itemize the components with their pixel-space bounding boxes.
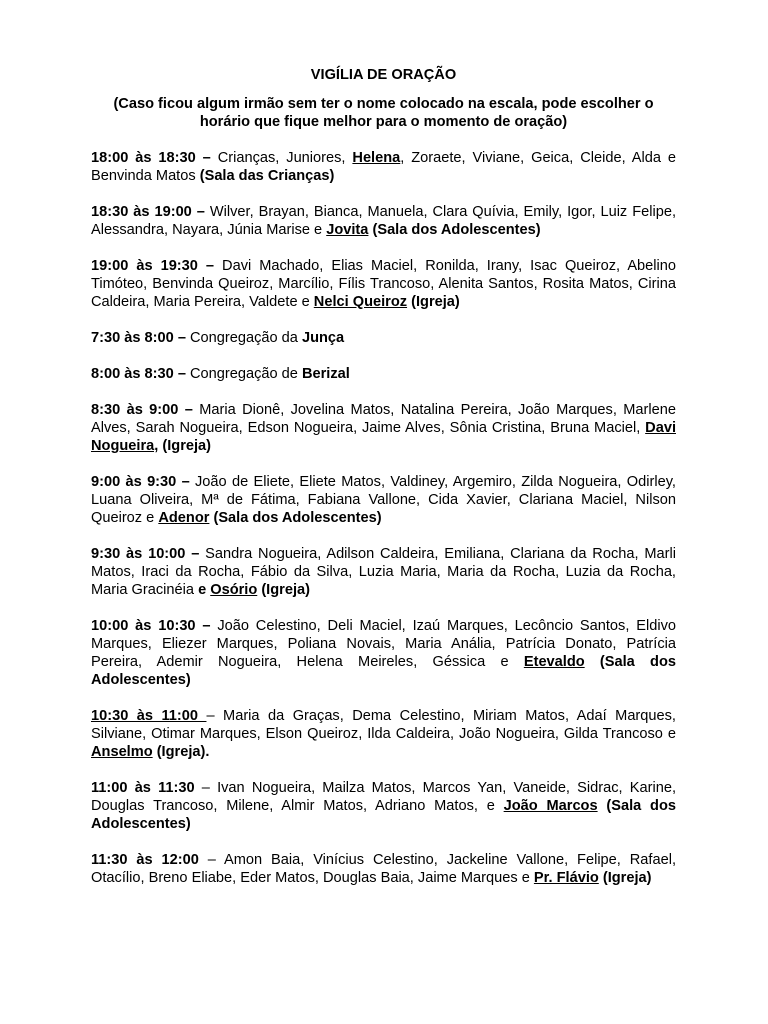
- location: (Sala dos Adolescentes): [209, 510, 382, 526]
- leader-name: Helena: [352, 150, 401, 166]
- participants: Crianças, Juniores,: [210, 150, 353, 166]
- schedule-entry: [91, 149, 676, 185]
- location: (Igreja): [407, 294, 460, 310]
- schedule-entry: [91, 257, 676, 311]
- schedule-entry: [91, 401, 676, 455]
- time-slot: 8:30 às 9:00 –: [91, 402, 193, 418]
- document-title: VIGÍLIA DE ORAÇÃO: [310, 67, 457, 83]
- leader-name: João Marcos: [503, 798, 598, 814]
- time-slot: 9:30 às 10:00 –: [91, 546, 200, 562]
- participants: João Celestino, Deli Maciel, Izaú Marques, Lecôncio Santos, Eldivo Marques, Eliezer Marques, Poliana Novais, Maria Anália, Patrícia Donato, Patrícia Pereira, Ademir Nogueira, Helena Meireles, Géssica e: [91, 618, 676, 670]
- location: (Igreja): [158, 438, 212, 454]
- document-page: [91, 66, 676, 905]
- time-slot: 19:00 às 19:30 –: [91, 258, 215, 274]
- participants: Wilver, Brayan, Bianca, Manuela, Clara Quívia, Emily, Igor, Luiz Felipe, Alessandra, Nayara, Júnia Marise e: [91, 204, 676, 238]
- congregation-text: Congregação da: [185, 330, 302, 346]
- schedule-entry: [91, 545, 676, 599]
- schedule-entry: [91, 365, 676, 383]
- schedule-entry: [91, 779, 676, 833]
- participants: – Maria da Graças, Dema Celestino, Miriam Matos, Adaí Marques, Silviane, Otimar Marques, Elson Queiroz, Ilda Caldeira, João Nogueira, Gilda Trancoso e: [91, 708, 676, 742]
- time-slot: 10:00 às 10:30 –: [91, 618, 211, 634]
- time-slot: 7:30 às 8:00 –: [91, 330, 186, 346]
- participants: João de Eliete, Eliete Matos, Valdiney, Argemiro, Zilda Nogueira, Odirley, Luana Oliveira, Mª de Fátima, Fabiana Vallone, Cida Xavier, Clariana Maciel, Nilson Queiroz e: [91, 474, 676, 526]
- time-slot: 18:30 às 19:00 –: [91, 204, 205, 220]
- location: (Igreja): [598, 870, 652, 886]
- participants-continued: , Zoraete, Viviane, Geica, Cleide, Alda e Benvinda Matos: [91, 150, 676, 184]
- congregation-name: Berizal: [301, 366, 350, 382]
- time-slot: 11:00 às 11:30: [91, 780, 195, 796]
- document-subtitle: (Caso ficou algum irmão sem ter o nome colocado na escala, pode escolher o horário que fique melhor para o momento de oração): [113, 96, 654, 130]
- schedule-entry: [91, 473, 676, 527]
- schedule-entry: [91, 203, 676, 239]
- schedule-entry: [91, 617, 676, 689]
- schedule-entry: [91, 851, 676, 887]
- leader-name: Etevaldo: [523, 654, 585, 670]
- participants: – Ivan Nogueira, Mailza Matos, Marcos Yan, Vaneide, Sidrac, Karine, Douglas Trancoso, Milene, Almir Matos, Adriano Matos, e: [91, 780, 676, 814]
- leader-name: Nelci Queiroz: [313, 294, 408, 310]
- participants: Davi Machado, Elias Maciel, Ronilda, Irany, Isac Queiroz, Abelino Timóteo, Benvinda Queiroz, Marcílio, Fílis Trancoso, Alenita Santos, Rosita Matos, Cirina Caldeira, Maria Pereira, Valdete e: [91, 258, 676, 310]
- location: (Igreja).: [152, 744, 210, 760]
- time-slot: 11:30 às 12:00: [91, 852, 199, 868]
- leader-name: Jovita: [326, 222, 369, 238]
- congregation-name: Junça: [301, 330, 345, 346]
- location: (Sala das Crianças): [199, 168, 335, 184]
- congregation-text: Congregação de: [185, 366, 302, 382]
- leader-name: Osório: [210, 582, 258, 598]
- leader-name: Davi Nogueira,: [91, 420, 676, 454]
- time-slot: 9:00 às 9:30 –: [91, 474, 190, 490]
- schedule-entry: [91, 707, 676, 761]
- location: (Igreja): [257, 582, 310, 598]
- location: (Sala dos Adolescentes): [368, 222, 541, 238]
- time-slot: 8:00 às 8:30 –: [91, 366, 186, 382]
- participants: – Amon Baia, Vinícius Celestino, Jackeline Vallone, Felipe, Rafael, Otacílio, Breno Eliabe, Eder Matos, Douglas Baia, Jaime Marques e: [91, 852, 676, 886]
- conjunction: e: [198, 582, 211, 598]
- location: (Sala dos Adolescentes): [91, 798, 677, 832]
- participants: Sandra Nogueira, Adilson Caldeira, Emiliana, Clariana da Rocha, Marli Matos, Iraci da Rocha, Fábio da Silva, Luzia Maria, Maria da Rocha, Luzia da Rocha, Maria Gracinéia: [91, 546, 676, 598]
- location: (Sala dos Adolescentes): [91, 654, 676, 688]
- time-slot: 10:30 às 11:00: [91, 708, 207, 724]
- participants: Maria Dionê, Jovelina Matos, Natalina Pereira, João Marques, Marlene Alves, Sarah Nogueira, Edson Nogueira, Jaime Alves, Sônia Cristina, Bruna Maciel,: [91, 402, 676, 436]
- schedule-entry: [91, 329, 676, 347]
- leader-name: Anselmo: [91, 744, 153, 760]
- leader-name: Pr. Flávio: [533, 870, 599, 886]
- time-slot: 18:00 às 18:30 –: [91, 150, 211, 166]
- leader-name: Adenor: [158, 510, 210, 526]
